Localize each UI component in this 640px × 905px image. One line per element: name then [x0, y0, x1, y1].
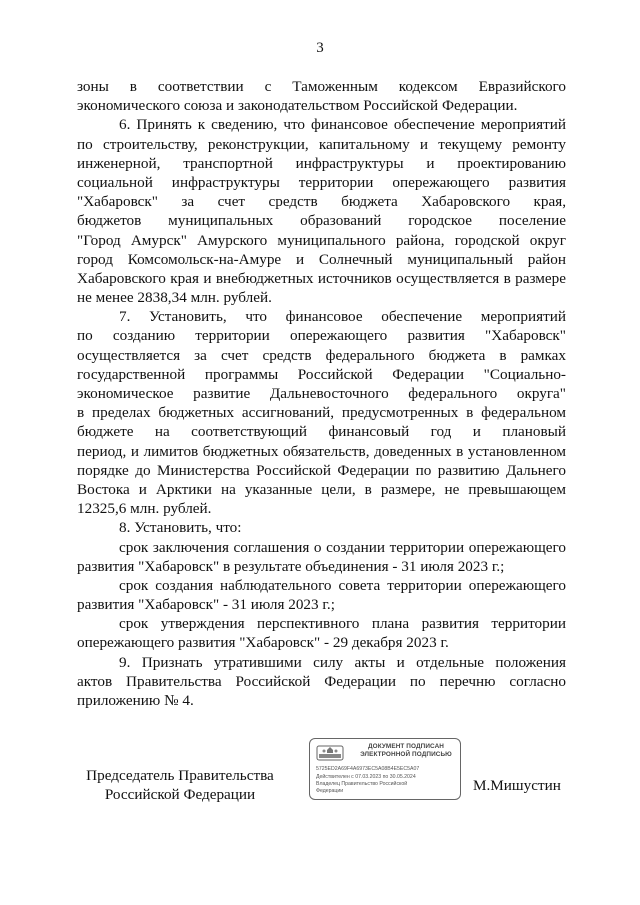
paragraph-7-start: 7. Установить, что финансовое обеспечение мероприятий: [119, 308, 566, 326]
electronic-signature-stamp: [309, 738, 461, 800]
text-line: город Комсомольск-на-Амуре и Солнечный муниципальный район: [77, 250, 566, 268]
text-line: порядке до Министерства Российской Федерации по развитию Дальнего: [77, 461, 566, 479]
text-line: осуществляется за счет средств федерального бюджета в рамках: [77, 346, 566, 364]
text-line: "Город Амурск" Амурского муниципального района, городской округ: [77, 231, 566, 249]
text-line: по созданию территории опережающего развития "Хабаровск": [77, 327, 566, 345]
text-line: Востока и Арктики на указанные цели, в размере, не превышающем: [77, 480, 566, 498]
text-line: приложению № 4.: [77, 692, 194, 709]
text-line: срок утверждения перспективного плана развития территории: [119, 615, 566, 633]
stamp-owner-line1: Владелец Правительство Российской: [316, 781, 408, 787]
text-line: Хабаровского края и внебюджетных источников осуществляется в размере: [77, 269, 566, 287]
text-line: инженерной, транспортной инфраструктуры и проектированию: [77, 154, 566, 172]
text-line: 12325,6 млн. рублей.: [77, 500, 212, 518]
signatory-position-line2: Российской Федерации: [104, 786, 256, 804]
text-line: не менее 2838,34 млн. рублей.: [77, 289, 272, 307]
text-line: экономического союза и законодательством Российской Федерации.: [77, 97, 518, 115]
stamp-title: [354, 743, 458, 758]
text-line: срок создания наблюдательного совета территории опережающего: [119, 576, 566, 594]
page-number: 3: [316, 40, 324, 56]
signatory-position-line1: Председатель Правительства: [86, 767, 274, 784]
text-line: государственной программы Российской Федерации "Социально-: [77, 365, 566, 383]
text-line: "Хабаровск" за счет средств бюджета Хабаровского края,: [77, 193, 566, 211]
stamp-serial: 5725ED2A69F4A6973EC5A08B4E5EC5A07: [316, 766, 420, 772]
text-line: зоны в соответствии с Таможенным кодексом Евразийского: [77, 78, 566, 95]
text-line: актов Правительства Российской Федерации по перечню согласно: [77, 672, 566, 690]
signatory-position: [80, 766, 280, 804]
text-line: по строительству, реконструкции, капитальному и текущему ремонту: [77, 135, 566, 153]
stamp-title-line1: ДОКУМЕНТ ПОДПИСАН: [367, 743, 445, 750]
text-line: бюджете на соответствующий финансовый год и плановый: [77, 423, 566, 441]
paragraph-8-start: 8. Установить, что:: [119, 519, 242, 537]
stamp-title-line2: ЭЛЕКТРОННОЙ ПОДПИСЬЮ: [360, 750, 452, 758]
text-line: опережающего развития "Хабаровск" - 29 декабря 2023 г.: [77, 634, 449, 652]
text-line: развития "Хабаровск" - 31 июля 2023 г.;: [77, 596, 335, 614]
stamp-owner-line2: Федерации: [316, 788, 344, 794]
text-line: развития "Хабаровск" в результате объединения - 31 июля 2023 г.;: [77, 557, 505, 575]
stamp-validity: Действителен с 07.03.2023 по 30.05.2024: [316, 774, 416, 780]
coat-of-arms-icon: [316, 745, 344, 761]
text-line: бюджетов муниципальных образований городское поселение: [77, 212, 566, 230]
text-line: экономическое развитие Дальневосточного федерального округа": [77, 385, 566, 402]
document-body: [77, 77, 566, 710]
text-line: в пределах бюджетных ассигнований, предусмотренных в федеральном: [77, 404, 566, 422]
paragraph-6-start: 6. Принять к сведению, что финансовое обеспечение мероприятий: [119, 116, 566, 134]
text-line: срок заключения соглашения о создании территории опережающего: [119, 538, 566, 556]
signatory-name: М.Мишустин: [473, 777, 561, 794]
paragraph-9-start: 9. Признать утратившими силу акты и отдельные положения: [119, 653, 566, 671]
text-line: социальной инфраструктуры территории опережающего развития: [77, 173, 566, 191]
text-line: период, и лимитов бюджетных обязательств, доведенных в установленном: [77, 442, 566, 460]
